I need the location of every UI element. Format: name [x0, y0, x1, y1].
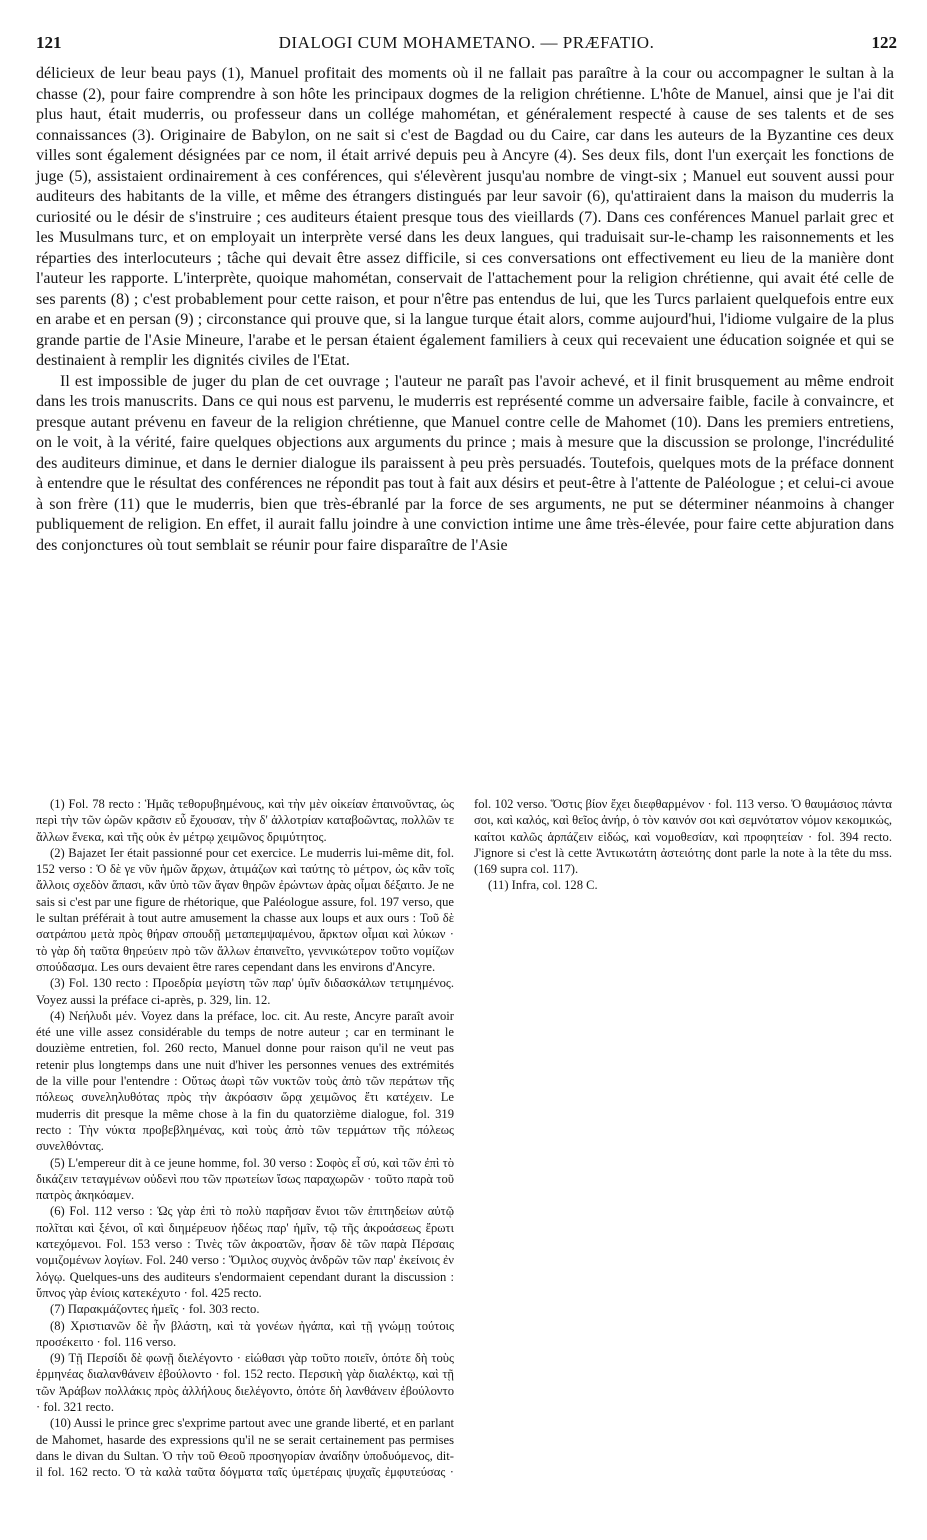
- footnote: (10) Aussi le prince grec s'exprime partout avec une grande liberté, et en parlant de Mahomet, hasarde des expressions qu'il ne se serait certainement pas permises dans le divan du Sultan. Ὁ τὴν τοῦ Θεοῦ προσηγορίαν ἀναίδην ὑποδυόμενος, dit-il fol. 162 recto. Ὁ τὰ καλὰ ταῦτα δόγματα ταῖς ὑμετέραις ψυχαῖς ἐμφυτεύσας · fol. 102 verso. Ὅστις βίον ἔχει διεφθαρμένον · fol. 113 verso. Ὁ θαυμάσιος πάντα σοι, καὶ καλός, καὶ θεῖος ἀνήρ, ὁ τὸν καινόν σοι καὶ σεμνότατον νόμον κεκομικώς, καίτοι καλῶς ἁρπάζειν εἰδώς, καὶ νομοθεσίαν, καὶ προφητείαν · fol. 394 recto. J'ignore si c'est là cette Ἀντικωτάτη ἀστειότης dont parle la note à la tête du mss. (169 supra col. 117).: [36, 797, 892, 1480]
- footnote: (1) Fol. 78 recto : Ἡμᾶς τεθορυβημένους, καὶ τὴν μὲν οἰκείαν ἐπαινοῦντας, ὡς περὶ τὴν τῶν ὡρῶν κρᾶσιν εὖ ἔχουσαν, τὴν δ' ἀλλοτρίαν καταβοῶντας, πολλῶν τε ἄλλων ἕνεκα, καὶ τῆς οὐκ ἐν μέτρῳ χειμῶνος δριμύτητος.: [36, 797, 454, 844]
- footnote: (6) Fol. 112 verso : Ὡς γὰρ ἐπὶ τὸ πολὺ παρῆσαν ἔνιοι τῶν ἐπιτηδείων αὐτῷ πολῖται καὶ ξένοι, οἳ καὶ διημέρευον ἡδέως παρ' ἡμῖν, τῷ τῆς ἀκροάσεως ἔρωτι κατεχόμενοι. Fol. 153 verso : Τινὲς τῶν ἀκροατῶν, ἦσαν δὲ τῶν παρὰ Πέρσαις νομιζομένων λογίων. Fol. 240 verso : Ὅμιλος συχνὸς ἀνδρῶν τῶν παρ' ἐκείνοις ἐν λόγῳ. Quelques-uns des auditeurs s'endormaient cependant durant la discussion : ὕπνος γὰρ ἐνίοις κατεκέχυτο · fol. 425 recto.: [36, 1204, 454, 1300]
- running-header: [36, 32, 897, 54]
- body-paragraph: Il est impossible de juger du plan de cet ouvrage ; l'auteur ne paraît pas l'avoir achevé, et il finit brusquement au même endroit dans les trois manuscrits. Dans ce qui nous est parvenu, le muderris est représenté comme un adversaire faible, facile à convaincre, et presque autant prévenu en faveur de la religion chrétienne, que Manuel contre celle de Mahomet (10). Dans les premiers entretiens, on le voit, à la vérité, faire quelques objections aux arguments du prince ; mais à mesure que la discussion se prolonge, l'incrédulité des auditeurs diminue, et dans le dernier dialogue ils paraissent à peu près persuadés. Toutefois, quelques mots de la préface donnent à entendre que le résultat des conférences ne répondit pas tout à fait aux désirs et peut-être à l'attente de Paléologue ; et celui-ci avoue à son frère (11) que le muderris, bien que très-ébranlé par la force de ses arguments, ne put se déterminer néanmoins à changer publiquement de religion. En effet, il aurait fallu joindre à une conviction intime une âme très-élevée, pour faire cette abjuration dans des conjonctures où tout semblait se réunir pour faire disparaître de l'Asie: [36, 372, 894, 554]
- footnote: (3) Fol. 130 recto : Προεδρία μεγίστη τῶν παρ' ὑμῖν διδασκάλων τετιμημένος. Voyez aussi la préface ci-après, p. 329, lin. 12.: [36, 976, 454, 1007]
- footnote: (2) Bajazet Ier était passionné pour cet exercice. Le muderris lui-même dit, fol. 152 verso : Ὁ δὲ γε νῦν ἡμῶν ἄρχων, ἀτιμάζων καὶ ταύτης τὸ μέτρον, ὡς κἂν τοῖς ἄλλοις σχεδὸν ἅπασι, κἂν ὑπὸ τῶν ἄγαν θηρῶν ἐρώντων ἀρὰς οἶμαι δέξαιτο. Je ne sais si c'est par une figure de rhétorique, que Paléologue assure, fol. 197 verso, que le sultan préférait à tout autre amusement la chasse aux loups et aux ours : Τοῦ δὲ σατράπου μετὰ πρὸς θήραν σπουδῇ μεταπεμψαμένου, ἄρκτων οἶμαι καὶ λύκων · τὸ γὰρ δὴ ταῦτα θηρεύειν πρὸ τῶν ἄλλων ἐπαινεῖτο, γεννικώτερον τοῦτο νομίζων σπούδασμα. Les ours devaient être rares cependant dans les environs d'Ancyre.: [36, 845, 454, 974]
- running-title: DIALOGI CUM MOHAMETANO. — PRÆFATIO.: [278, 33, 655, 52]
- page-number-left: 121: [36, 33, 62, 52]
- page-number-right: 122: [871, 33, 897, 52]
- main-text: [36, 64, 894, 556]
- footnote: (4) Νεήλυδι μέν. Voyez dans la préface, loc. cit. Au reste, Ancyre paraît avoir été une ville assez considérable du temps de notre auteur ; car en terminant le douzième entretien, fol. 260 recto, Manuel donne pour raison qu'il ne veut pas retenir plus longtemps dans une nuit d'hiver les personnes venues des extrémités de la ville pour l'entendre : Οὕτως ἀωρὶ τῶν νυκτῶν τοὺς ἀπὸ τῶν περάτων τῆς πόλεως συνεληλυθότας πρὸς τὴν ἀκρόασιν ὥρᾳ χειμῶνος ἔτι κατέχειν. Le muderris dit presque la même chose à la fin du quatorzième dialogue, fol. 319 recto : Τὴν νύκτα προβεβλημένας, καὶ τοὺς ἀπὸ τῶν τερμάτων τῆς πόλεως συνελθόντας.: [36, 1008, 454, 1154]
- footnote: (8) Χριστιανῶν δὲ ἦν βλάστη, καὶ τὰ γονέων ἠγάπα, καὶ τῇ γνώμῃ τούτοις προσέκειτο · fol. 116 verso.: [36, 1318, 454, 1349]
- footnote: (5) L'empereur dit à ce jeune homme, fol. 30 verso : Σοφὸς εἶ σύ, καὶ τῶν ἐπὶ τὸ δικάζειν τεταγμένων οὐδενὶ που τῶν πρωτείων ἴσως παραχωρῶν · τοῦτο παρὰ τοῦ πατρὸς ἀκηκόαμεν.: [36, 1155, 454, 1203]
- footnotes: [36, 796, 892, 1496]
- footnote: (11) Infra, col. 128 C.: [488, 878, 598, 893]
- footnote: (9) Τῇ Περσίδι δὲ φωνῇ διελέγοντο · εἰώθασι γὰρ τοῦτο ποιεῖν, ὁπότε δὴ τοὺς ἑρμηνέας διαλανθάνειν ἐβούλοντο · fol. 152 recto. Περσικὴ γὰρ διαλέκτῳ, καὶ τῇ τῶν Ἀράβων πολλάκις πρὸς ἀλλήλους διελέγοντο, ὁπότε δὴ λανθάνειν ἐβούλοντο · fol. 321 recto.: [36, 1351, 454, 1414]
- footnote: (7) Παρακμάζοντες ἡμεῖς · fol. 303 recto.: [50, 1302, 260, 1317]
- body-paragraph: délicieux de leur beau pays (1), Manuel profitait des moments où il ne fallait pas paraître à la cour ou accompagner le sultan à la chasse (2), pour faire comprendre à son hôte les principaux dogmes de la religion chrétienne. L'hôte de Manuel, ainsi que je l'ai dit plus haut, était muderris, ou professeur dans un collége mahométan, et généralement respecté à cause de ses talents et de ses connaissances (3). Originaire de Babylon, on ne sait si c'est de Bagdad ou du Caire, car dans les auteurs de la Byzantine ces deux villes sont également désignées par ce nom, il était arrivé depuis peu à Ancyre (4). Ses deux fils, dont l'un exerçait les fonctions de juge (5), assistaient ordinairement à ces conférences, qui s'élevèrent jusqu'au nombre de vingt-six ; Manuel eut souvent aussi pour auditeurs des habitants de la ville, et même des étrangers distingués par leur savoir (6), qu'attiraient dans la maison du muderris la curiosité ou le désir de s'instruire ; ces auditeurs étaient presque tous des vieillards (7). Dans ces conférences Manuel parlait grec et les Musulmans turc, et on employait un interprète versé dans les deux langues, qui traduisait sur-le-champ les raisonnements et les réparties des interlocuteurs ; tâche qui devait être assez difficile, si ces conversations ont effectivement eu lieu de la manière dont l'auteur les rapporte. L'interprète, quoique mahométan, conservait de l'attachement pour la religion chrétienne, qui avait été celle de ses parents (8) ; c'est probablement pour cette raison, et pour n'être pas entendus de lui, que les Turcs parlaient quelquefois entre eux en arabe et en persan (9) ; circonstance qui prouve que, si la langue turque était alors, comme aujourd'hui, l'idiome vulgaire de la plus grande partie de l'Asie Mineure, l'arabe et le persan étaient également familiers à ceux qui recevaient une éducation soignée et qui se destinaient à remplir les dignités civiles de l'Etat.: [36, 65, 894, 369]
